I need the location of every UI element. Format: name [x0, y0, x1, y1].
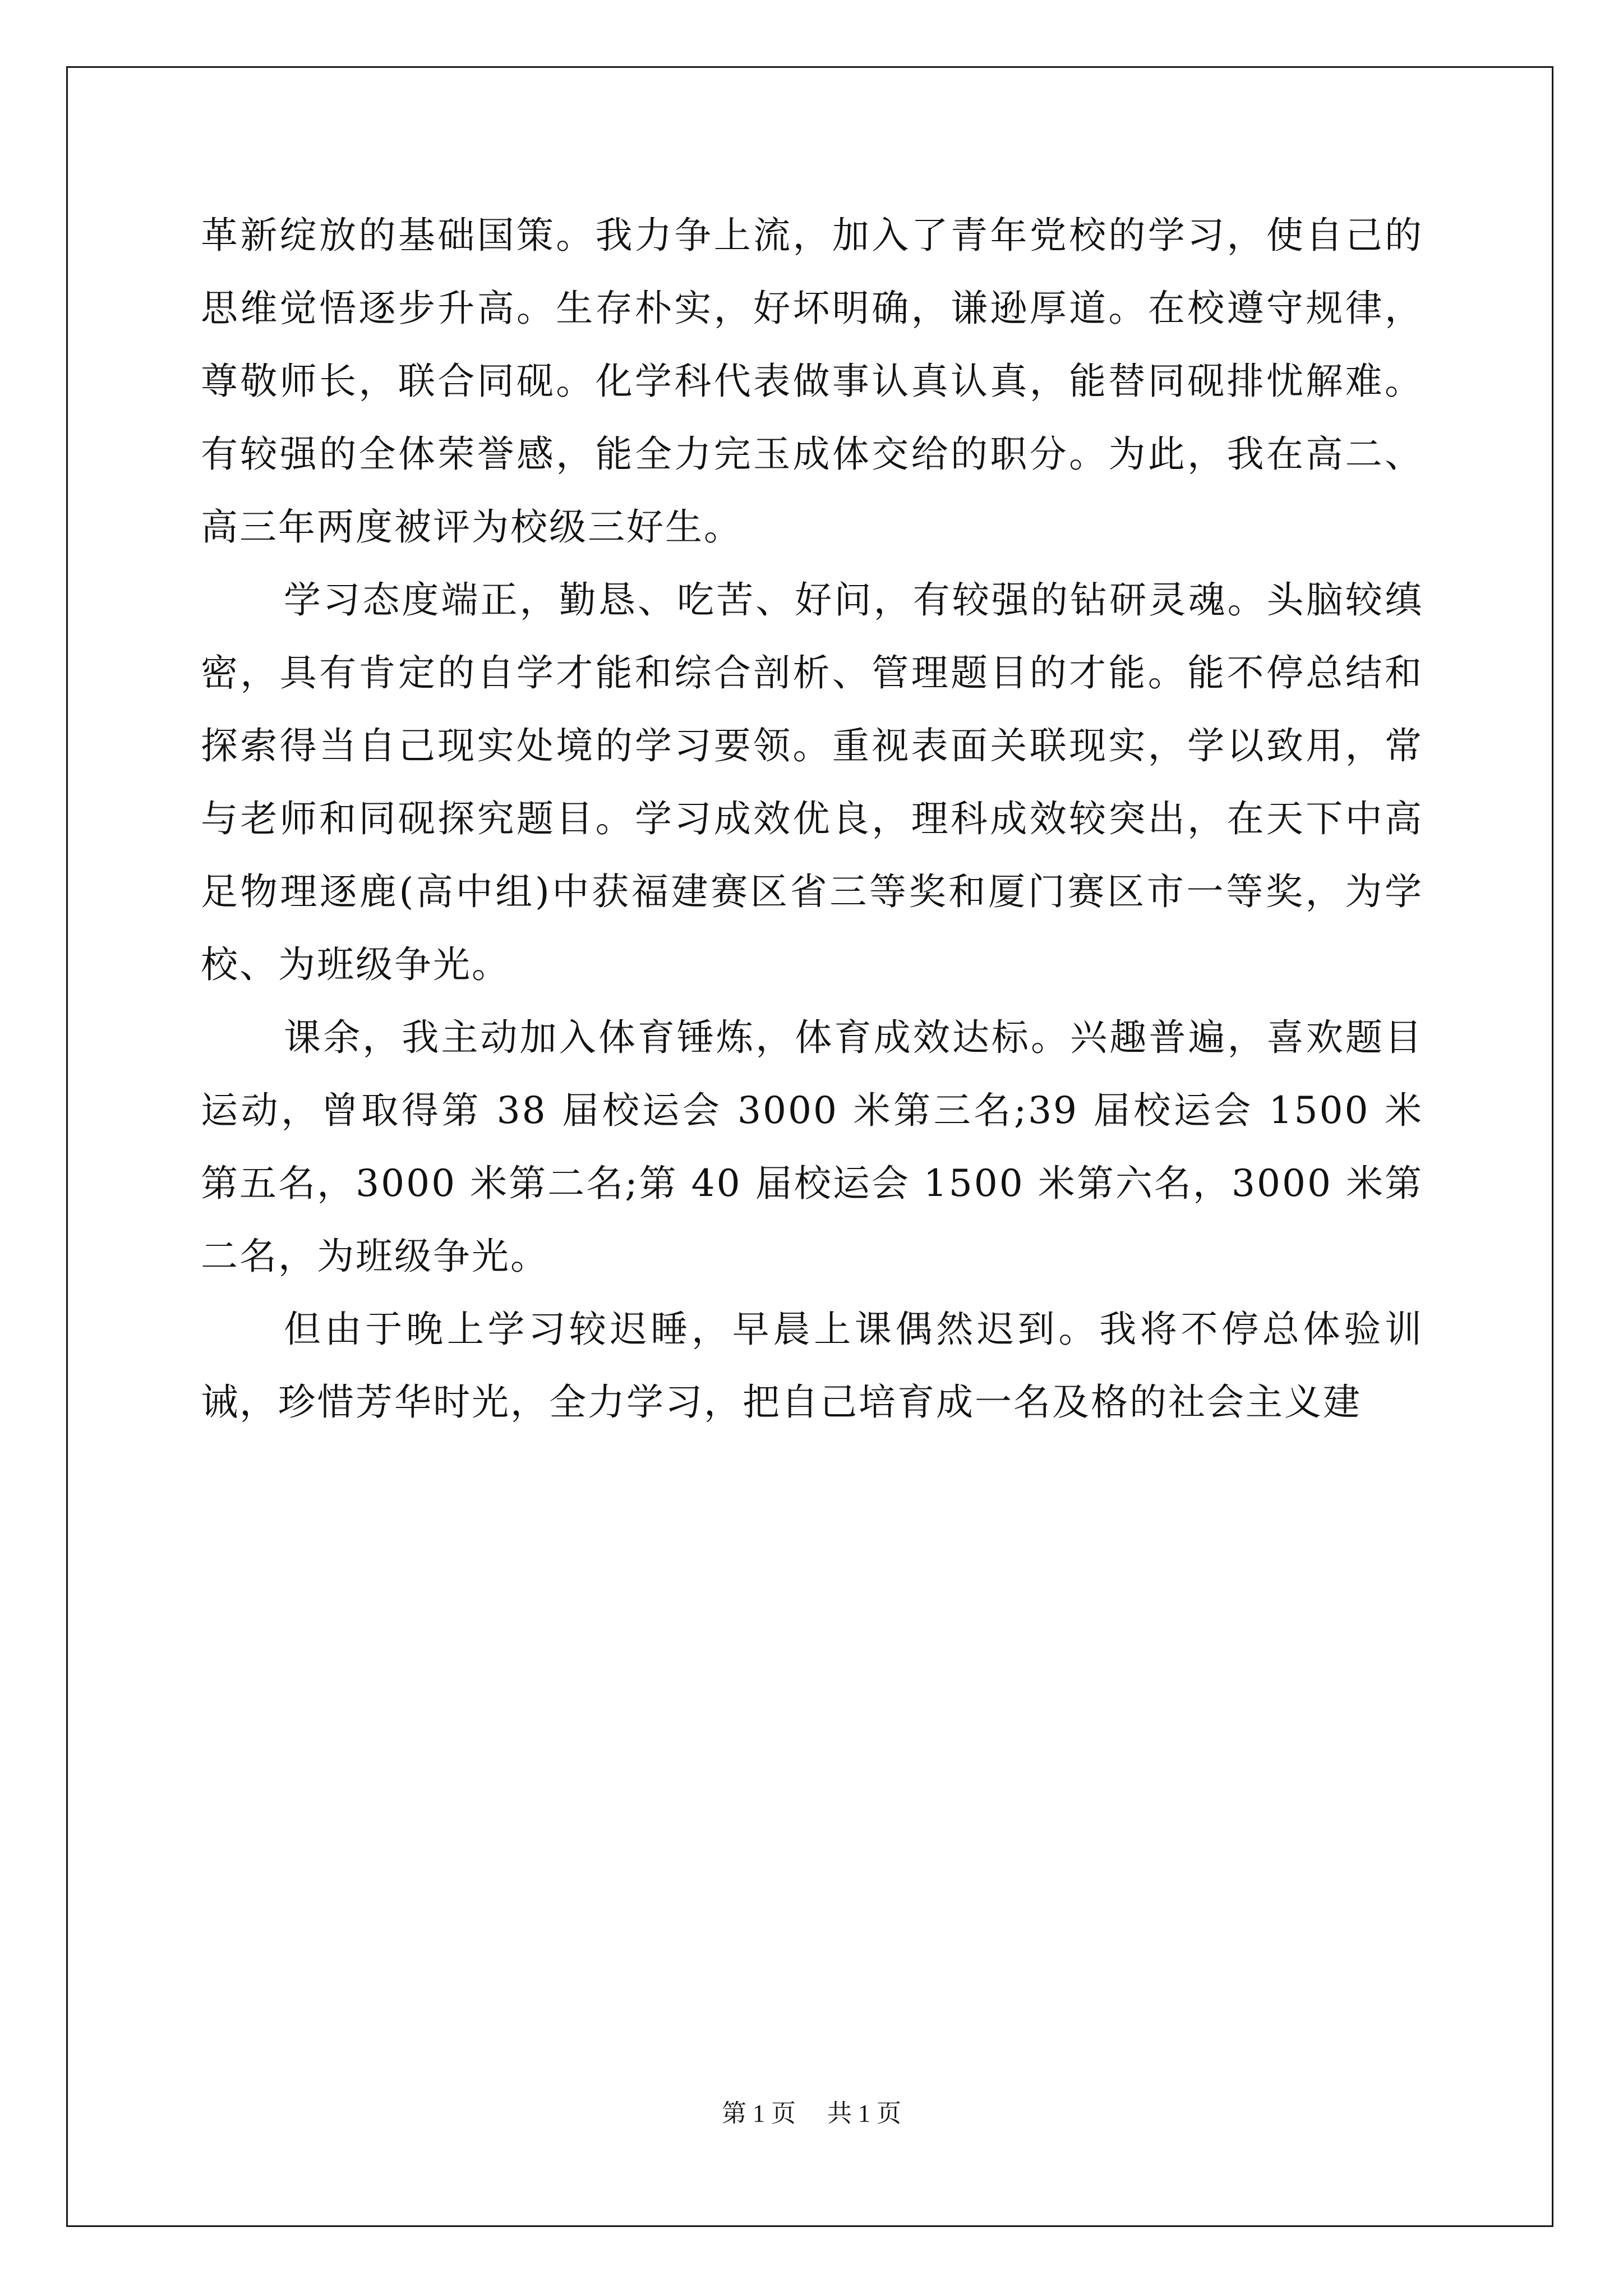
- paragraph-1: 革新绽放的基础国策。我力争上流，加入了青年党校的学习，使自己的思维觉悟逐步升高。生存朴实，好坏明确，谦逊厚道。在校遵守规律，尊敬师长，联合同砚。化学科代表做事认真认真，能替同砚排忧解难。有较强的全体荣誉感，能全力完玉成体交给的职分。为此，我在高二、高三年两度被评为校级三好生。: [201, 214, 1423, 549]
- paragraph-4: 但由于晚上学习较迟睡，早晨上课偶然迟到。我将不停总体验训诫，珍惜芳华时光，全力学习，把自己培育成一名及格的社会主义建: [201, 1308, 1423, 1424]
- page-number: 第 1 页: [722, 2100, 796, 2127]
- page-total: 共 1 页: [827, 2100, 901, 2127]
- document-body: [201, 199, 1423, 1439]
- paragraph-2: 学习态度端正，勤恳、吃苦、好问，有较强的钻研灵魂。头脑较缜密，具有肯定的自学才能和综合剖析、管理题目的才能。能不停总结和探索得当自己现实处境的学习要领。重视表面关联现实，学以致用，常与老师和同砚探究题目。学习成效优良，理科成效较突出，在天下中高足物理逐鹿(高中组)中获福建赛区省三等奖和厦门赛区市一等奖，为学校、为班级争光。: [201, 578, 1423, 986]
- paragraph-3: 课余，我主动加入体育锤炼，体育成效达标。兴趣普遍，喜欢题目运动，曾取得第 38 届校运会 3000 米第三名;39 届校运会 1500 米第五名，3000 米第二名;第 40 届校运会 1500 米第六名，3000 米第二名，为班级争光。: [201, 1016, 1423, 1278]
- page-footer: [0, 2097, 1623, 2131]
